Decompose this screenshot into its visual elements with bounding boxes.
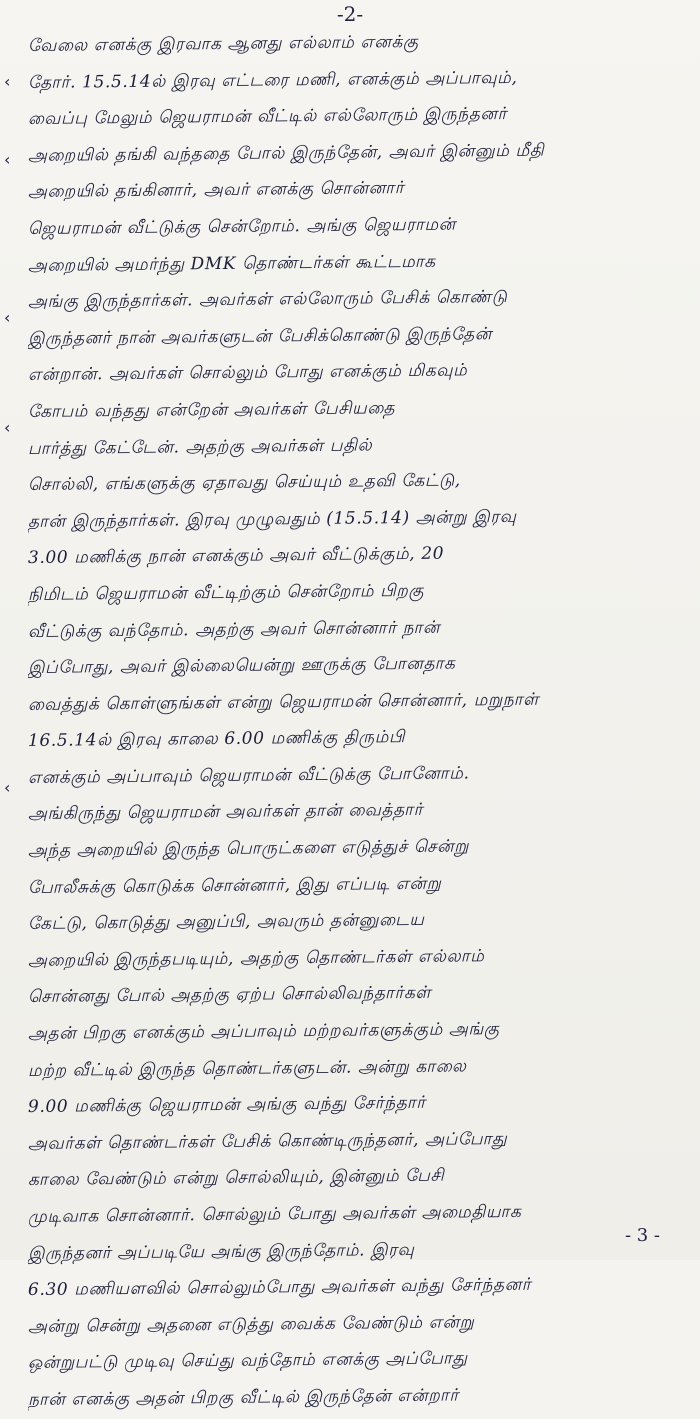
handwritten-line: அதன் பிறகு எனக்கும் அப்பாவும் மற்றவர்களுக்கும் அங்கு [27, 1019, 500, 1045]
page-number: -2- [336, 2, 364, 26]
handwritten-line: அறையில் தங்கினார், அவர் எனக்கு சொன்னார் [27, 178, 405, 203]
handwritten-line: வைத்துக் கொள்ளுங்கள் என்று ஜெயராமன் சொன்னார், மறுநாள் [27, 689, 540, 715]
margin-mark: ‹ [4, 150, 11, 169]
handwritten-line: இப்போது, அவர் இல்லையென்று ஊருக்கு போனதாக [27, 653, 456, 679]
handwritten-line: அங்கு இருந்தார்கள். அவர்கள் எல்லோரும் பேசிக் கொண்டு [27, 287, 508, 313]
handwritten-line: 6.30 மணியளவில் சொல்லும்போது அவர்கள் வந்து சேர்ந்தனர் [27, 1274, 532, 1301]
handwritten-line: 9.00 மணிக்கு ஜெயராமன் அங்கு வந்து சேர்ந்தார் [27, 1093, 426, 1118]
handwritten-line: ஜெயராமன் வீட்டுக்கு சென்றோம். அங்கு ஜெயராமன் [27, 214, 456, 239]
handwritten-line: அன்று சென்று அதனை எடுத்து வைக்க வேண்டும் என்று [27, 1312, 475, 1337]
handwritten-line: அறையில் தங்கி வந்ததை போல் இருந்தேன், அவர் இன்னும் மீதி [27, 140, 545, 166]
handwritten-line: மற்ற வீட்டில் இருந்த தொண்டர்களுடன். அன்று காலை [27, 1056, 467, 1081]
handwritten-line: நிமிடம் ஜெயராமன் வீட்டிற்கும் சென்றோம் பிறகு [27, 580, 425, 605]
handwritten-line: என்றான். அவர்கள் சொல்லும் போது எனக்கும் மிகவும் [27, 360, 468, 386]
margin-mark: ‹ [4, 308, 11, 327]
page-footer-mark: - 3 - [624, 1225, 660, 1246]
handwritten-line: போலீசுக்கு கொடுக்க சொன்னார், இது எப்படி என்று [27, 873, 442, 898]
handwritten-line: முடிவாக சொன்னார். சொல்லும் போது அவர்கள் அமைதியாக [27, 1201, 522, 1227]
handwritten-line: கேட்டு, கொடுத்து அனுப்பி, அவரும் தன்னுடைய [27, 910, 425, 935]
handwritten-line: கோபம் வந்தது என்றேன் அவர்கள் பேசியதை [27, 398, 396, 422]
handwritten-line: பார்த்து கேட்டேன். அதற்கு அவர்கள் பதில் [27, 434, 373, 459]
handwritten-line: எனக்கும் அப்பாவும் ஜெயராமன் வீட்டுக்கு போனோம். [27, 763, 470, 788]
handwritten-line: 16.5.14ல் இரவு காலை 6.00 மணிக்கு திரும்பி [27, 727, 406, 752]
handwritten-line: சொல்லி, எங்களுக்கு ஏதாவது செய்யும் உதவி கேட்டு, [27, 470, 461, 496]
margin-mark: ‹ [4, 778, 11, 797]
margin-mark: ‹ [4, 72, 11, 91]
handwritten-line: அறையில் அமர்ந்து DMK தொண்டர்கள் கூட்டமாக [27, 251, 436, 276]
handwritten-line: தோர். 15.5.14ல் இரவு எட்டரை மணி, எனக்கும் அப்பாவும், [27, 67, 518, 93]
handwritten-line: வேலை எனக்கு இரவாக ஆனது எல்லாம் எனக்கு [27, 31, 419, 56]
handwritten-line: இருந்தனர் நான் அவர்களுடன் பேசிக்கொண்டு இருந்தேன் [27, 323, 492, 349]
handwritten-line: அந்த அறையில் இருந்த பொருட்களை எடுத்துச் சென்று [27, 836, 470, 862]
handwritten-line: நான் எனக்கு அதன் பிறகு வீட்டில் இருந்தேன் என்றார் [27, 1385, 459, 1410]
handwritten-line: ஒன்றுபட்டு முடிவு செய்து வந்தோம் எனக்கு அப்போது [27, 1348, 468, 1374]
handwritten-line: தான் இருந்தார்கள். இரவு முழுவதும் (15.5.14) அன்று இரவு [27, 506, 517, 532]
handwritten-line: சொன்னது போல் அதற்கு ஏற்ப சொல்லிவந்தார்கள் [27, 983, 432, 1008]
handwritten-line: இருந்தனர் அப்படியே அங்கு இருந்தோம். இரவு [27, 1239, 415, 1264]
margin-mark: ‹ [4, 418, 11, 437]
handwritten-line: அவர்கள் தொண்டர்கள் பேசிக் கொண்டிருந்தனர், அப்போது [27, 1128, 508, 1154]
handwritten-line: அங்கிருந்து ஜெயராமன் அவர்கள் தான் வைத்தார் [27, 800, 424, 825]
handwritten-text-body [28, 28, 678, 1419]
handwritten-line: காலை வேண்டும் என்று சொல்லியும், இன்னும் பேசி [27, 1166, 445, 1191]
handwritten-line: 3.00 மணிக்கு நான் எனக்கும் அவர் வீட்டுக்கும், 20 [27, 543, 445, 569]
handwritten-line: வைப்பு மேலும் ஜெயராமன் வீட்டில் எல்லோரும் இருந்தனர் [27, 104, 508, 130]
handwritten-line: வீட்டுக்கு வந்தோம். அதற்கு அவர் சொன்னார் நான் [27, 617, 441, 642]
handwritten-line: அறையில் இருந்தபடியும், அதற்கு தொண்டர்கள் எல்லாம் [27, 946, 485, 971]
